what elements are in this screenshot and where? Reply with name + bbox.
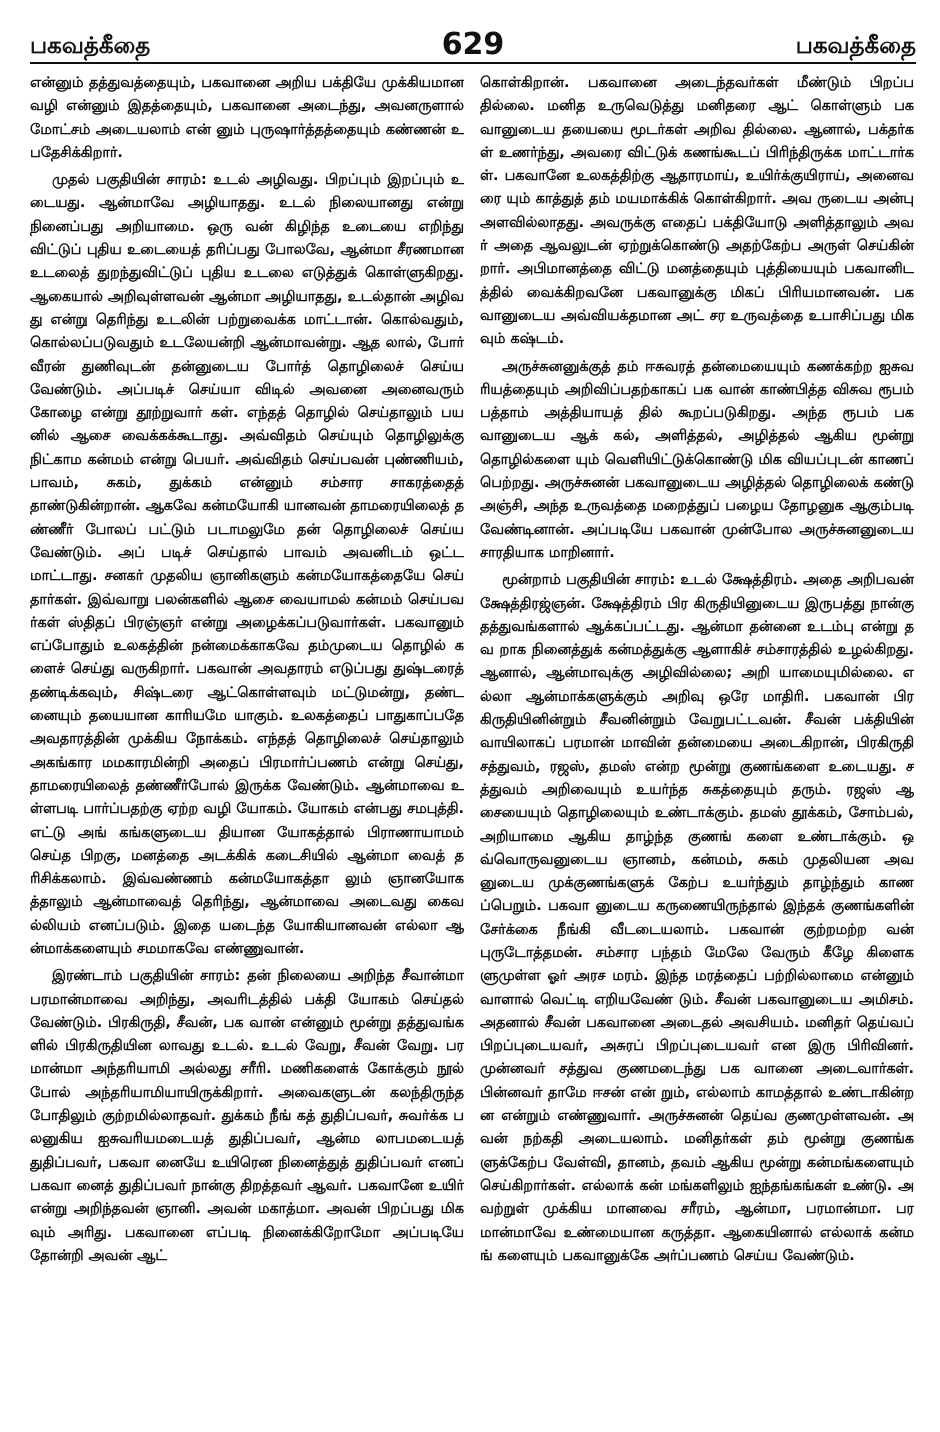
left-column (30, 72, 464, 1432)
right-column (480, 72, 914, 1432)
page-number: 629 (441, 27, 505, 62)
text-columns (30, 72, 916, 1432)
running-title-right: பகவத்கீதை (795, 33, 916, 59)
paragraph: இரண்டாம் பகுதியின் சாரம்: தன் நிலையை அறிந்த சீவான்மா பரமான்மாவை அறிந்து, அவரிடத்தில் பக்தி யோகம் செய்தல் வேண்டும். பிரகிருதி, சீவன், பக வான் என்னும் மூன்று தத்துவங்களில் பிரகிருதியின லாவது உடல். உடல் வேறு, சீவன் வேறு. பரமான்மா அந்தரியாமி அல்லது சரீரி. மணிகளைக் கோக்கும் நூல் போல் அந்தரியாமியாயிருக்கிறார். அவைகளுடன் கலந்திருந்த போதிலும் குற்றமில்லாதவர். துக்கம் நீங் கத் துதிப்பவர், சுவர்க்க பலனுகிய ஐசுவரியமடையத் துதிப்பவர், ஆன்ம லாபமடையத் துதிப்பவர், பகவா னையே உயிரென நினைத்துத் துதிப்பவர் எனப் பகவா னைத் துதிப்பவர் நான்கு திறத்தவர் ஆவர். பகவானே உயிர் என்று அறிந்தவன் ஞானி. அவன் மகாத்மா. அவன் பிறப்பது மிகவும் அரிது. பகவானை எப்படி நினைக்கிறோமோ அப்படியே தோன்றி அவன் ஆட் (30, 968, 464, 1264)
paragraph: என்னும் தத்துவத்தையும், பகவானை அறிய பக்தியே முக்கியமான வழி என்னும் இதத்தையும், பகவானை அடைந்து, அவனருளால் மோட்சம் அடையலாம் என் னும் புருஷார்த்தத்தையும் கண்ணன் உபதேசிக்கிறார். (30, 75, 464, 161)
page-header (30, 18, 916, 64)
paragraph: அருச்சுனனுக்குத் தம் ஈசுவரத் தன்மையையும் கணக்கற்ற ஐசுவரியத்தையும் அறிவிப்பதற்காகப் பக வான் காண்பித்த விசுவ ரூபம் பத்தாம் அத்தியாயத் தில் கூறப்படுகிறது. அந்த ரூபம் பகவானுடைய ஆக் கல், அளித்தல், அழித்தல் ஆகிய மூன்று தொழில்களை யும் வெளியிட்டுக்கொண்டு மிக வியப்புடன் காணப் பெற்றது. அருச்சுனன் பகவானுடைய அழித்தல் தொழிலைக் கண்டு அஞ்சி, அந்த உருவத்தை மறைத்துப் பழைய தோழனுக ஆகும்படி வேண்டினான். அப்படியே பகவான் முன்போல அருச்சுனனுடைய சாரதியாக மாறினார். (480, 358, 914, 561)
paragraph: மூன்றாம் பகுதியின் சாரம்: உடல் க்ஷேத்திரம். அதை அறிபவன் க்ஷேத்திரஜ்ஞன். க்ஷேத்திரம் பிர கிருதியினுடைய இருபத்து நான்கு தத்துவங்களால் ஆக்கப்பட்டது. ஆன்மா தன்னை உடம்பு என்று தவ றாக நினைத்துக் கன்மத்துக்கு ஆளாகிச் சம்சாரத்தில் உழல்கிறது. ஆனால், ஆன்மாவுக்கு அழிவில்லை; அறி யாமையுமில்லை. எல்லா ஆன்மாக்களுக்கும் அறிவு ஒரே மாதிரி. பகவான் பிரகிருதியினின்றும் சீவனின்றும் வேறுபட்டவன். சீவன் பக்தியின் வாயிலாகப் பரமான் மாவின் தன்மையை அடைகிறான், பிரகிருதி சத்துவம், ரஜஸ், தமஸ் என்ற மூன்று குணங்களை உடையது. சத்துவம் அறிவையும் உயர்ந்த சுகத்தையும் தரும். ரஜஸ் ஆசையையும் தொழிலையும் உண்டாக்கும். தமஸ் தூக்கம், சோம்பல், அறியாமை ஆகிய தாழ்ந்த குணங் களை உண்டாக்கும். ஒவ்வொருவனுடைய ஞானம், கன்மம், சுகம் முதலியன அவனுடைய முக்குணங்களுக் கேற்ப உயர்ந்தும் தாழ்ந்தும் காணப்பெறும். பகவா னுடைய கருணையிருந்தால் இந்தக் குணங்களின் சேர்க்கை நீங்கி வீடடையலாம். பகவான் குற்றமற்ற வன் புருடோத்தமன். சம்சார பந்தம் மேலே வேரும் கீழே கிளைகளுமுள்ள ஓர் அரச மரம். இந்த மரத்தைப் பற்றில்லாமை என்னும் வாளால் வெட்டி எறியவேண் டும். சீவன் பகவானுடைய அமிசம். அதனால் சீவன் பகவானை அடைதல் அவசியம். மனிதர் தெய்வப் பிறப்புடையவர், அசுரப் பிறப்புடையவர் என இரு பிரிவினர். முன்னவர் சத்துவ குணமடைந்து பக வானை அடைவார்கள். பின்னவர் தாமே ஈசன் என் றும், எல்லாம் காமத்தால் உண்டாகின்றன என்றும் எண்ணுவார். அருச்சுனன் தெய்வ குணமுள்ளவன். அவன் நற்கதி அடையலாம். மனிதர்கள் தம் மூன்று குணங்களுக்கேற்ப வேள்வி, தானம், தவம் ஆகிய மூன்று கன்மங்களையும் செய்கிறார்கள். எல்லாக் கன் மங்களிலும் ஐந்தங்கங்கள் உண்டு. அவற்றுள் முக்கிய மானவை சரீரம், ஆன்மா, பரமான்மா. பரமான்மாவே உண்மையான கருத்தா. ஆகையினால் எல்லாக் கன்மங் களையும் பகவானுக்கே அர்ப்பணம் செய்ய வேண்டும். (480, 572, 914, 1264)
paragraph: முதல் பகுதியின் சாரம்: உடல் அழிவது. பிறப்பும் இறப்பும் உடையது. ஆன்மாவே அழியாதது. உடல் நிலையானது என்று நினைப்பது அறியாமை. ஒரு வன் கிழிந்த உடையை எறிந்து விட்டுப் புதிய உடையைத் தரிப்பது போலவே, ஆன்மா சீரணமான உடலைத் துறந்துவிட்டுப் புதிய உடலை எடுத்துக் கொள்ளுகிறது. ஆகையால் அறிவுள்ளவன் ஆன்மா அழியாதது, உடல்தான் அழிவது என்று தெரிந்து உடலின் பற்றுவைக்க மாட்டான். கொல்வதும், கொல்லப்படுவதும் உடலேயன்றி ஆன்மாவன்று. ஆத லால், போர் வீரன் துணிவுடன் தன்னுடைய போர்த் தொழிலைச் செய்ய வேண்டும். அப்படிச் செய்யா விடில் அவனை அனைவரும் கோழை என்று தூற்றுவார் கள். எந்தத் தொழில் செய்தாலும் பயனில் ஆசை வைக்கக்கூடாது. அவ்விதம் செய்யும் தொழிலுக்கு நிட்காம கன்மம் என்று பெயர். அவ்விதம் செய்பவன் புண்ணியம், பாவம், சுகம், துக்கம் என்னும் சம்சார சாகரத்தைத் தாண்டுகின்றான். ஆகவே கன்மயோகி யானவன் தாமரையிலைத் தண்ணீர் போலப் பட்டும் படாமலுமே தன் தொழிலைச் செய்ய வேண்டும். அப் படிச் செய்தால் பாவம் அவனிடம் ஒட்டமாட்டாது. சனகர் முதலிய ஞானிகளும் கன்மயோகத்தையே செய் தார்கள். இவ்வாறு பலன்களில் ஆசை வையாமல் கன்மம் செய்பவர்கள் ஸ்திதப் பிரஞ்ஞர் என்று அழைக்கப்படுவார்கள். பகவானும் எப்போதும் உலகத்தின் நன்மைக்காகவே தம்முடைய தொழில் களைச் செய்து வருகிறார். பகவான் அவதாரம் எடுப்பது துஷ்டரைத் தண்டிக்கவும், சிஷ்டரை ஆட்கொள்ளவும் மட்டுமன்று, தண்டனையும் தயையான காரியமே யாகும். உலகத்தைப் பாதுகாப்பதே அவதாரத்தின் முக்கிய நோக்கம். எந்தத் தொழிலைச் செய்தாலும் அகங்கார மமகாரமின்றி அதைப் பிரமார்ப்பணம் என்று செய்து, தாமரையிலைத் தண்ணீர்போல் இருக்க வேண்டும். ஆன்மாவை உள்ளபடி பார்ப்பதற்கு ஏற்ற வழி யோகம். யோகம் என்பது சமபுத்தி. எட்டு அங் கங்களுடைய தியான யோகத்தால் பிராணாயாமம் செய்த பிறகு, மனத்தை அடக்கிக் கடைசியில் ஆன்மா வைத் தரிசிக்கலாம். இவ்வண்ணம் கன்மயோகத்தா லும் ஞானயோகத்தாலும் ஆன்மாவைத் தெரிந்து, ஆன்மாவை அடைவது கைவல்லியம் எனப்படும். இதை யடைந்த யோகியானவன் எல்லா ஆன்மாக்களையும் சமமாகவே எண்ணுவான். (30, 172, 464, 957)
paragraph: கொள்கிறான். பகவானை அடைந்தவர்கள் மீண்டும் பிறப்பதில்லை. மனித உருவெடுத்து மனிதரை ஆட் கொள்ளும் பகவானுடைய தயையை மூடர்கள் அறிவ தில்லை. ஆனால், பக்தர்கள் உணர்ந்து, அவரை விட்டுக் கணங்கூடப் பிரிந்திருக்க மாட்டார்கள். பகவானே உலகத்திற்கு ஆதாரமாய், உயிர்க்குயிராய், அனைவரை யும் காத்துத் தம் மயமாக்கிக் கொள்கிறார். அவ ருடைய அன்பு அளவில்லாதது. அவருக்கு எதைப் பக்தியோடு அளித்தாலும் அவர் அதை ஆவலுடன் ஏற்றுக்கொண்டு அதற்கேற்ப அருள் செய்கின் றார். அபிமானத்தை விட்டு மனத்தையும் புத்தியையும் பகவானிடத்தில் வைக்கிறவனே பகவானுக்கு மிகப் பிரியமானவன். பகவானுடைய அவ்வியக்தமான அட் சர உருவத்தை உபாசிப்பது மிகவும் கஷ்டம். (480, 75, 914, 348)
running-title-left: பகவத்கீதை (30, 33, 151, 59)
